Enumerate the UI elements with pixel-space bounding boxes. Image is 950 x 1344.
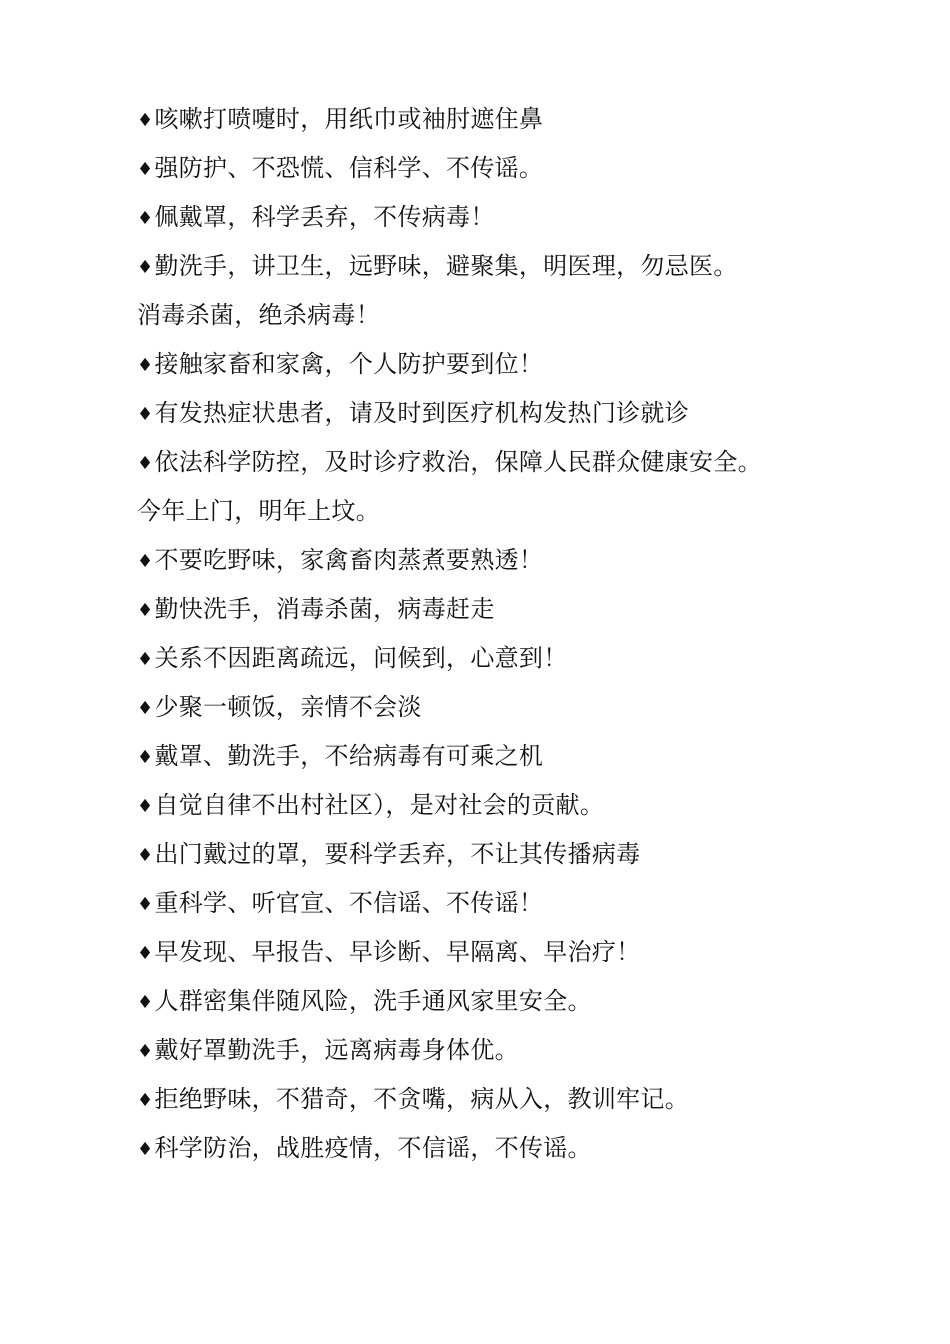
slogan-text: 消毒杀菌，绝杀病毒！ xyxy=(137,301,380,329)
slogan-text: 有发热症状患者，请及时到医疗机构发热门诊就诊 xyxy=(154,399,690,427)
slogan-text: 接触家畜和家禽，个人防护要到位！ xyxy=(154,350,544,378)
slogan-text: 科学防治，战胜疫情，不信谣，不传谣。 xyxy=(154,1134,592,1162)
slogan-text: 自觉自律不出村社区），是对社会的贡献。 xyxy=(154,791,605,819)
diamond-bullet-icon: ♦ xyxy=(137,845,154,866)
diamond-bullet-icon: ♦ xyxy=(137,600,154,621)
diamond-bullet-icon: ♦ xyxy=(137,159,154,180)
slogan-line xyxy=(137,390,857,439)
diamond-bullet-icon: ♦ xyxy=(137,747,154,768)
slogan-text: 佩戴罩，科学丢弃，不传病毒！ xyxy=(154,203,495,231)
diamond-bullet-icon: ♦ xyxy=(137,1041,154,1062)
slogan-text: 今年上门，明年上坟。 xyxy=(137,497,380,525)
slogan-line xyxy=(137,145,857,194)
slogan-line xyxy=(137,341,857,390)
slogan-line xyxy=(137,831,857,880)
slogan-text: 咳嗽打喷嚏时，用纸巾或袖肘遮住鼻 xyxy=(154,105,544,133)
diamond-bullet-icon: ♦ xyxy=(137,257,154,278)
slogan-line xyxy=(137,635,857,684)
slogan-line xyxy=(137,978,857,1027)
diamond-bullet-icon: ♦ xyxy=(137,992,154,1013)
diamond-bullet-icon: ♦ xyxy=(137,208,154,229)
slogan-line xyxy=(137,733,857,782)
slogan-line xyxy=(137,929,857,978)
slogan-text: 戴罩、勤洗手，不给病毒有可乘之机 xyxy=(154,742,544,770)
diamond-bullet-icon: ♦ xyxy=(137,698,154,719)
slogan-text: 重科学、听官宣、不信谣、不传谣！ xyxy=(154,889,544,917)
diamond-bullet-icon: ♦ xyxy=(137,649,154,670)
slogan-line xyxy=(137,684,857,733)
slogan-line xyxy=(137,243,857,292)
slogan-text: 早发现、早报告、早诊断、早隔离、早治疗！ xyxy=(154,938,641,966)
slogan-line xyxy=(137,96,857,145)
diamond-bullet-icon: ♦ xyxy=(137,796,154,817)
diamond-bullet-icon: ♦ xyxy=(137,404,154,425)
slogan-text: 出门戴过的罩，要科学丢弃，不让其传播病毒 xyxy=(154,840,641,868)
slogan-line xyxy=(137,880,857,929)
slogan-text: 不要吃野味，家禽畜肉蒸煮要熟透！ xyxy=(154,546,544,574)
slogan-line xyxy=(137,1125,857,1174)
slogan-text: 关系不因距离疏远，问候到，心意到！ xyxy=(154,644,568,672)
diamond-bullet-icon: ♦ xyxy=(137,894,154,915)
slogan-line xyxy=(137,439,857,488)
diamond-bullet-icon: ♦ xyxy=(137,551,154,572)
slogan-line xyxy=(137,537,857,586)
slogan-text: 强防护、不恐慌、信科学、不传谣。 xyxy=(154,154,544,182)
slogan-text: 勤洗手，讲卫生，远野味，避聚集，明医理，勿忌医。 xyxy=(154,252,738,280)
slogan-line xyxy=(137,586,857,635)
slogan-line xyxy=(137,292,857,341)
diamond-bullet-icon: ♦ xyxy=(137,943,154,964)
slogan-text: 戴好罩勤洗手，远离病毒身体优。 xyxy=(154,1036,519,1064)
slogan-line xyxy=(137,1076,857,1125)
slogan-text: 拒绝野味，不猎奇，不贪嘴，病从入，教训牢记。 xyxy=(154,1085,690,1113)
slogan-line xyxy=(137,1027,857,1076)
slogan-text: 少聚一顿饭，亲情不会淡 xyxy=(154,693,422,721)
diamond-bullet-icon: ♦ xyxy=(137,1139,154,1160)
diamond-bullet-icon: ♦ xyxy=(137,110,154,131)
slogan-line xyxy=(137,194,857,243)
slogan-list xyxy=(137,96,857,1174)
slogan-text: 勤快洗手，消毒杀菌，病毒赶走 xyxy=(154,595,495,623)
slogan-text: 人群密集伴随风险，洗手通风家里安全。 xyxy=(154,987,592,1015)
diamond-bullet-icon: ♦ xyxy=(137,355,154,376)
diamond-bullet-icon: ♦ xyxy=(137,453,154,474)
slogan-line xyxy=(137,488,857,537)
slogan-line xyxy=(137,782,857,831)
diamond-bullet-icon: ♦ xyxy=(137,1090,154,1111)
slogan-text: 依法科学防控，及时诊疗救治，保障人民群众健康安全。 xyxy=(154,448,762,476)
